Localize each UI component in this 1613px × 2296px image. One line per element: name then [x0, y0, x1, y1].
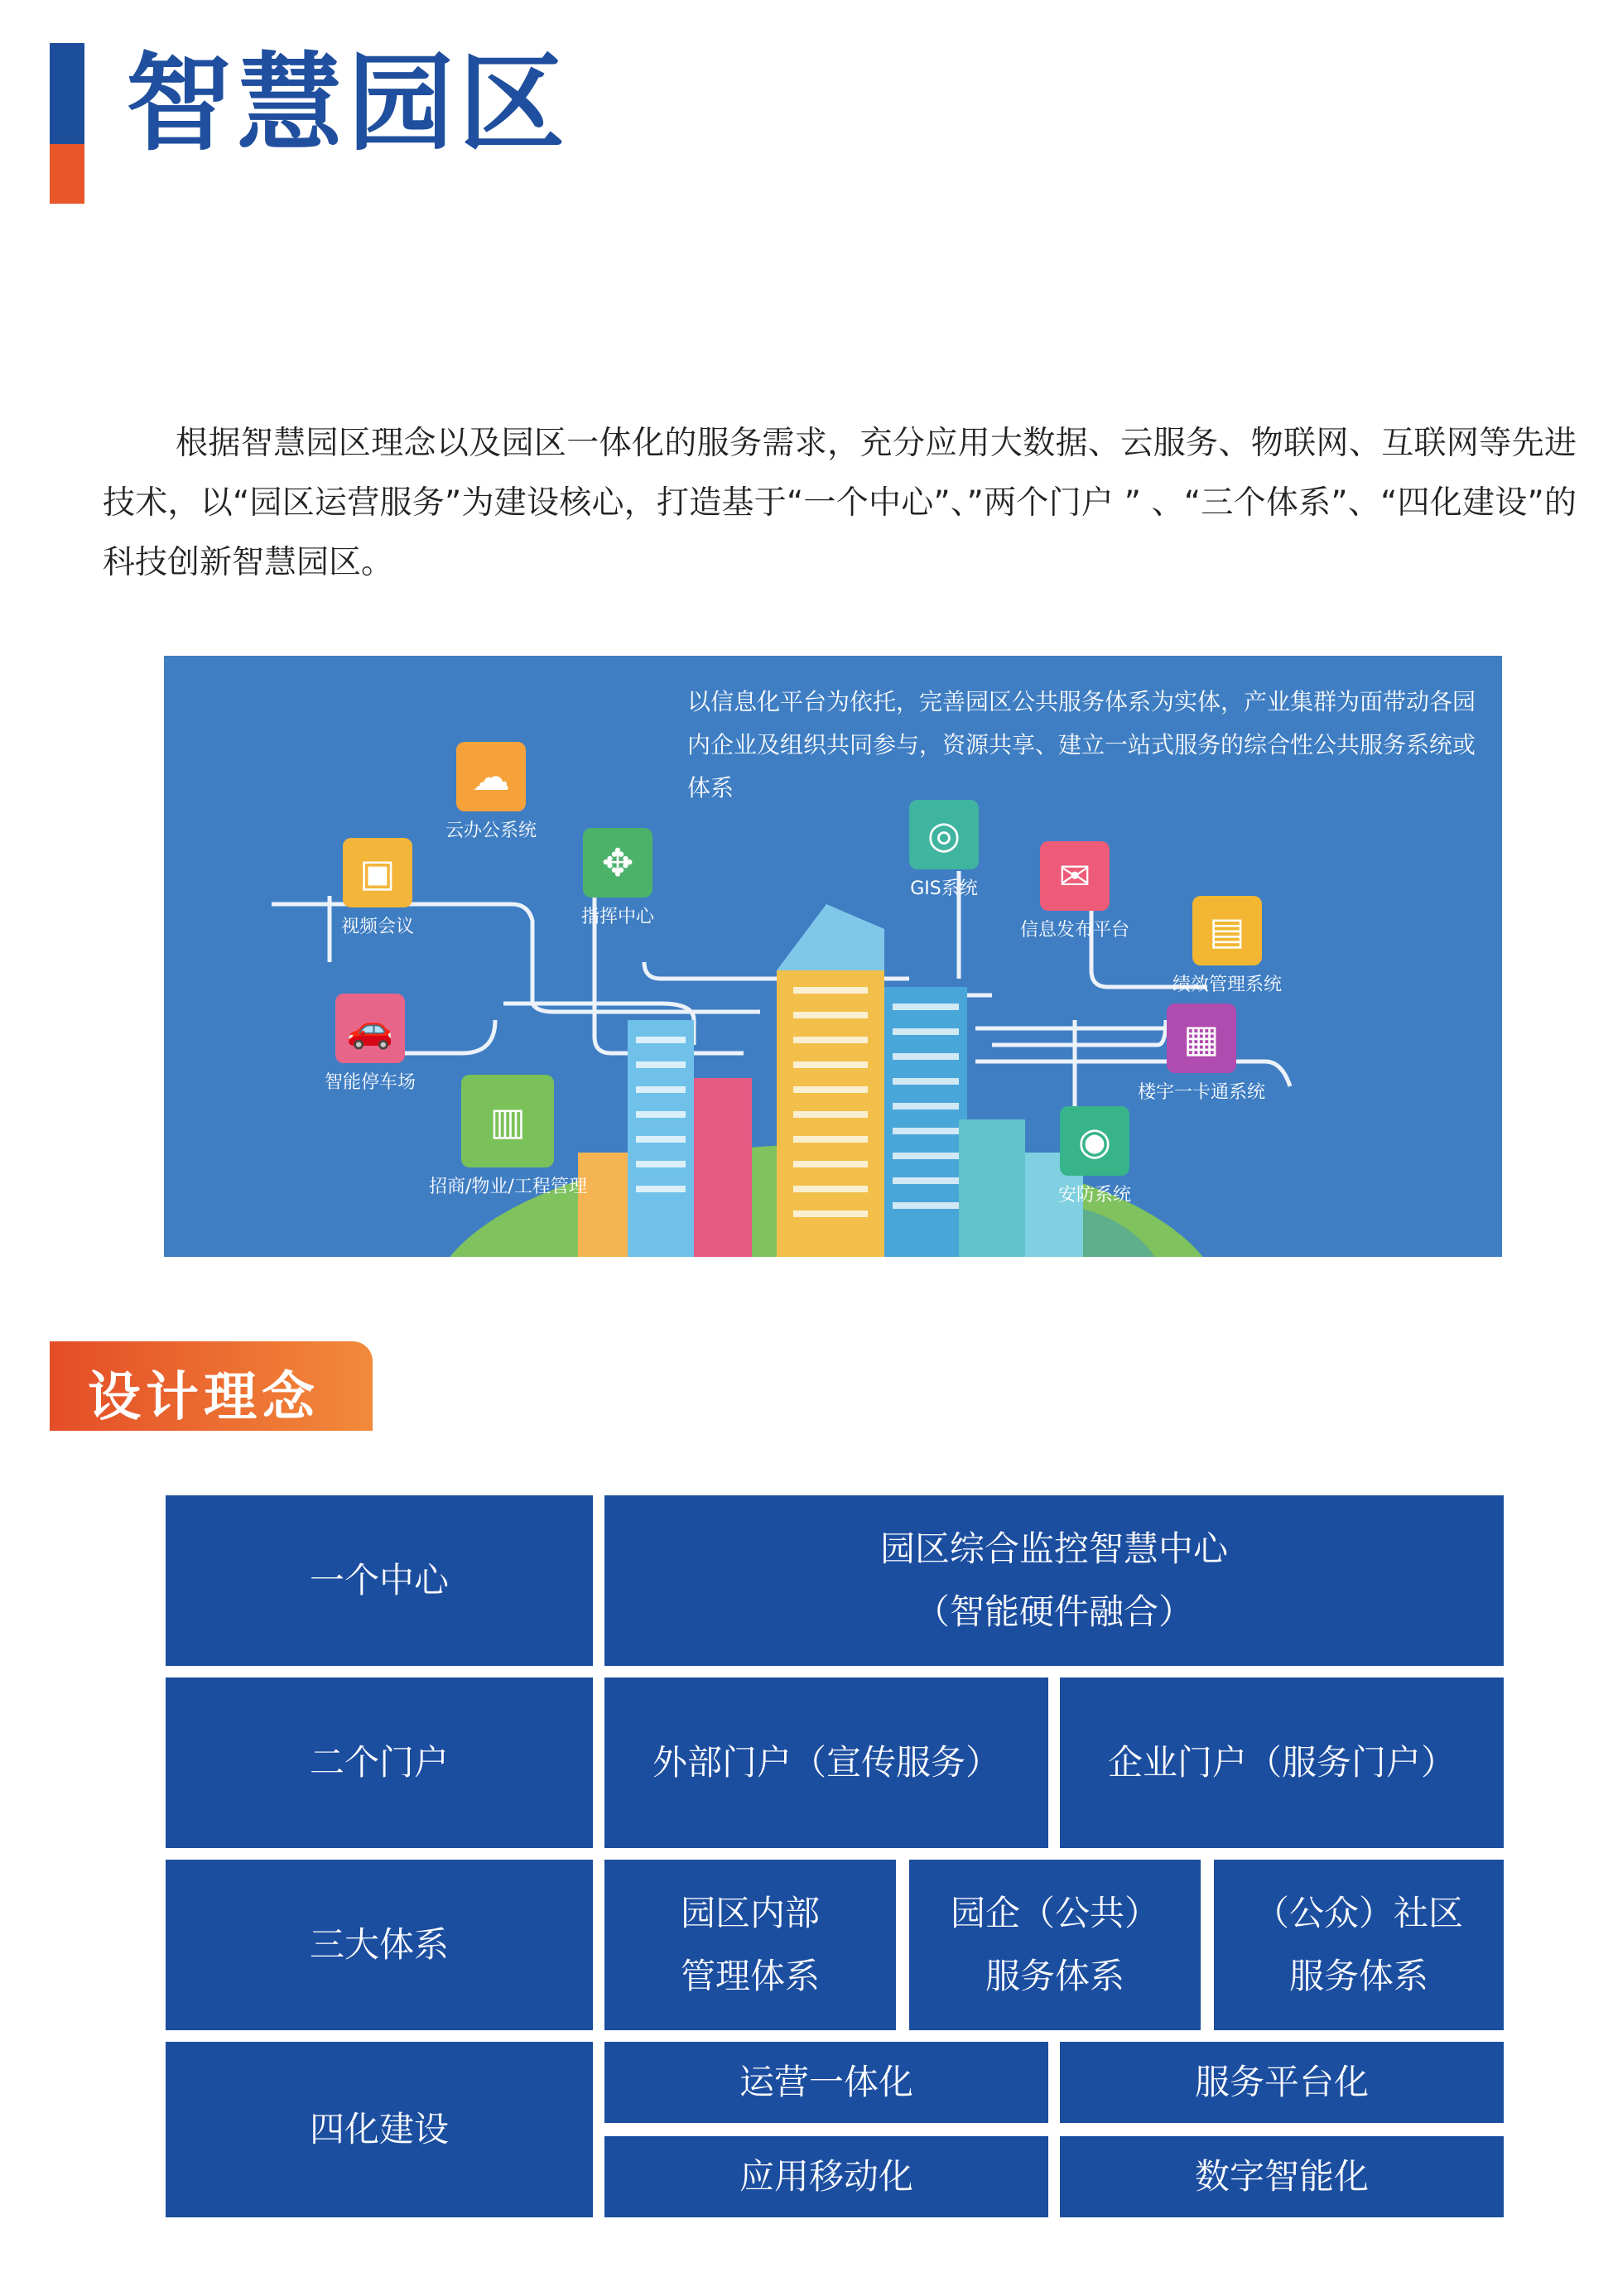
cell-text: 四化建设: [309, 2109, 449, 2149]
node-cloud-office: [445, 742, 537, 842]
smart-park-illustration: [164, 656, 1502, 1257]
car-icon: 🚗: [335, 994, 405, 1063]
cell-digital-intelligence: [1060, 2136, 1504, 2217]
cell-text: 管理体系: [680, 1956, 820, 1996]
node-label: 信息发布平台: [1020, 920, 1130, 941]
cell-center-content: [604, 1495, 1504, 1666]
cell-text: 服务体系: [985, 1956, 1124, 1996]
cell-text: 企业门户（服务门户）: [1107, 1742, 1456, 1783]
cell-text: 数字智能化: [1194, 2156, 1369, 2197]
node-security: [1058, 1106, 1131, 1206]
security-phone-icon: ◉: [1060, 1106, 1129, 1176]
cell-text: 服务体系: [1288, 1956, 1428, 1996]
cell-internal-system: [604, 1860, 896, 2030]
video-meeting-icon: ▣: [343, 838, 412, 907]
cloud-office-icon: ☁: [456, 742, 526, 811]
node-command-center: [581, 828, 654, 928]
row-label-construction: [166, 2042, 593, 2217]
page-title: 智慧园区: [126, 42, 571, 166]
cell-public-system: [909, 1860, 1201, 2030]
node-info-publish: [1020, 841, 1129, 941]
building-chart-icon: ▥: [461, 1075, 554, 1167]
cell-text: 三大体系: [309, 1924, 449, 1965]
node-label: GIS系统: [910, 878, 978, 899]
cell-text: （智能硬件融合）: [914, 1591, 1193, 1632]
node-label: 安防系统: [1058, 1185, 1132, 1206]
cell-external-portal: [604, 1677, 1048, 1848]
intro-paragraph: [103, 414, 1577, 593]
cell-enterprise-portal: [1060, 1677, 1504, 1848]
section-title: 设计理念: [88, 1367, 320, 1428]
cell-text: （公众）社区: [1254, 1893, 1463, 1933]
node-label: 智能停车场: [325, 1072, 416, 1093]
cell-text: 运营一体化: [739, 2062, 913, 2102]
node-label: 楼宇一卡通系统: [1138, 1082, 1266, 1103]
node-label: 指挥中心: [581, 907, 655, 927]
cell-operation-integration: [604, 2042, 1048, 2123]
cell-text: 园企（公共）: [950, 1893, 1159, 1933]
cell-text: 应用移动化: [739, 2156, 913, 2197]
row-label-systems: [166, 1860, 593, 2030]
node-gis: [909, 800, 979, 900]
cell-mobile-application: [604, 2136, 1048, 2217]
node-label: 云办公系统: [445, 821, 537, 841]
banner-description: 以信息化平台为依托，完善园区公共服务体系为实体，产业集群为面带动各园内企业及组织共同参与，资源共享、建立一站式服务的综合性公共服务系统或体系: [687, 688, 1476, 801]
node-label: 绩效管理系统: [1172, 975, 1283, 995]
node-building-card: [1138, 1004, 1265, 1104]
intro-text: 根据智慧园区理念以及园区一体化的服务需求，充分应用大数据、云服务、物联网、互联网等先进技术，以“园区运营服务”为建设核心，打造基于“一个中心”、”两个门户 ” 、“三个体系”、“四化建设”的科技创新智慧园区。: [103, 425, 1577, 581]
row-label-portals: [166, 1677, 593, 1848]
cell-text: 园区综合监控智慧中心: [879, 1528, 1228, 1569]
node-smart-parking: [325, 994, 416, 1094]
node-investment-management: [429, 1075, 587, 1198]
cell-service-platform: [1060, 2042, 1504, 2123]
document-icon: ▤: [1192, 896, 1262, 965]
node-video-meeting: [341, 838, 414, 938]
cell-text: 二个门户: [309, 1742, 449, 1783]
cell-community-system: [1214, 1860, 1504, 2030]
cell-text: 服务平台化: [1194, 2062, 1369, 2102]
title-accent-bar: [50, 43, 84, 144]
title-accent-bar-orange: [50, 144, 84, 204]
node-performance-management: [1172, 896, 1282, 996]
cell-text: 一个中心: [309, 1560, 449, 1600]
command-center-icon: ✥: [583, 828, 652, 898]
compass-icon: ◎: [909, 800, 979, 869]
building-card-icon: ▦: [1167, 1004, 1236, 1073]
node-label: 招商/物业/工程管理: [429, 1177, 587, 1197]
cell-text: 外部门户（宣传服务）: [652, 1742, 1000, 1783]
node-label: 视频会议: [341, 917, 415, 937]
row-label-center: [166, 1495, 593, 1666]
cell-text: 园区内部: [680, 1893, 820, 1933]
section-title-tag: [50, 1341, 373, 1431]
message-icon: ✉: [1040, 841, 1110, 911]
